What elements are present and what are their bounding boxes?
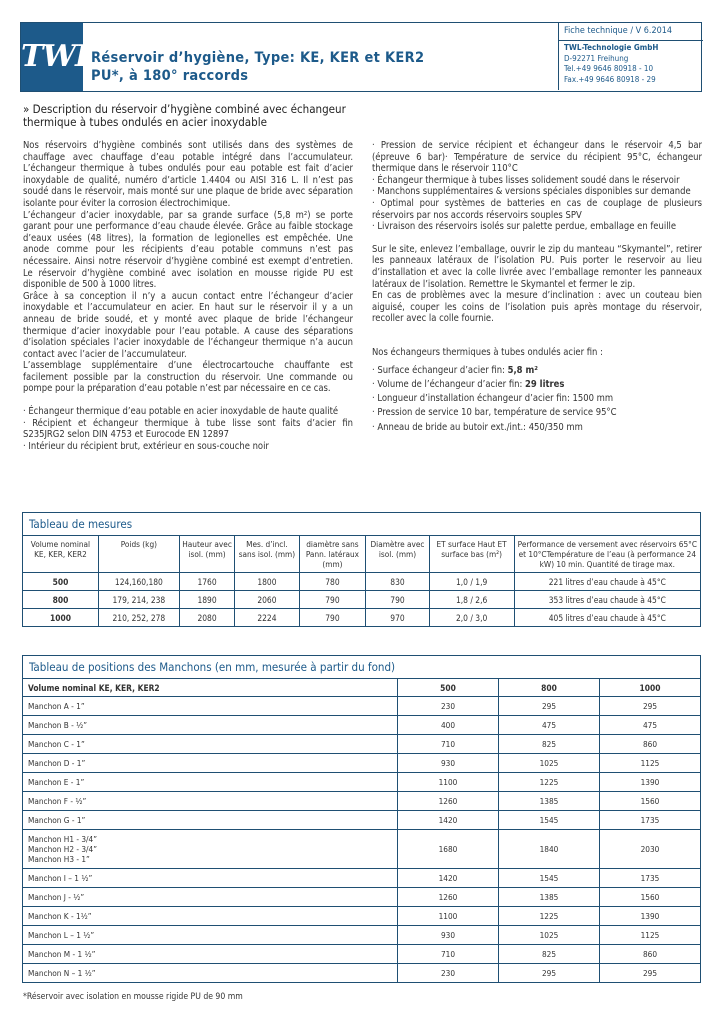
feature-bullet: · Optimal pour systèmes de batteries en cas de couplage de plusieurs réservoirs par nos accords réservoirs souples SPV xyxy=(372,197,702,221)
table-cell: 1545 xyxy=(499,869,600,888)
table-cell: 295 xyxy=(499,697,600,716)
column-header: Performance de versement avec réservoirs 65°C et 10°CTempérature de l’eau (à performance 24 kW) 10 min. Quantité de tirage max. xyxy=(514,536,700,573)
table-row xyxy=(23,716,701,735)
table-cell: Manchon B - ½” xyxy=(23,716,398,735)
column-header: Hauteur avec isol. (mm) xyxy=(179,536,234,573)
table-cell: 295 xyxy=(600,697,701,716)
table-cell: 405 litres d’eau chaude à 45°C xyxy=(548,612,666,623)
exchanger-spec xyxy=(372,406,702,420)
table-cell: 1840 xyxy=(499,830,600,869)
table-cell: 1100 xyxy=(398,907,499,926)
table-cell: 1680 xyxy=(398,830,499,869)
table-row xyxy=(23,735,701,754)
feature-bullet: · Manchons supplémentaires & versions spéciales disponibles sur demande xyxy=(372,186,691,198)
fax: Fax.+49 9646 80918 - 29 xyxy=(564,74,656,84)
table-cell: 800 xyxy=(23,591,99,609)
table-cell: 1260 xyxy=(398,792,499,811)
spec-label: · Surface échangeur d’acier fin: xyxy=(372,364,508,376)
table-cell: 230 xyxy=(398,964,499,983)
table-cell: 2030 xyxy=(600,830,701,869)
table-cell: 1420 xyxy=(398,869,499,888)
column-header: Mes. d’incl. sans isol. (mm) xyxy=(235,536,299,573)
spec-label: · Longueur d’installation échangeur d’acier fin: 1500 mm xyxy=(372,393,614,405)
table-cell: 710 xyxy=(398,945,499,964)
page-title xyxy=(91,49,424,85)
section-title: » Description du réservoir d’hygiène combiné avec échangeur thermique à tubes ondulés en acier inoxydable xyxy=(23,102,346,129)
spacer xyxy=(372,233,702,244)
fiche-version: Fiche technique / V 6.2014 xyxy=(559,22,703,41)
table-cell: 1735 xyxy=(600,811,701,830)
table-cell: 2,0 / 3,0 xyxy=(429,609,514,627)
right-column xyxy=(372,140,702,435)
table-cell: 179, 214, 238 xyxy=(98,591,179,609)
table-cell: Manchon F - ½” xyxy=(23,792,398,811)
spec-value: 5,8 m² xyxy=(507,364,538,376)
spacer xyxy=(23,395,353,406)
table-cell: 1390 xyxy=(600,907,701,926)
installation-paragraph: En cas de problèmes avec la mesure d’inclination : avec un couteau bien aiguisé, couper les coins de l’isolation puis après montage du réservoir, recoller avec la colle fournie. xyxy=(372,290,702,325)
table-cell: 475 xyxy=(499,716,600,735)
table-cell: 1000 xyxy=(23,609,99,627)
feature-bullet: · Échangeur thermique d’eau potable en acier inoxydable de haute qualité xyxy=(23,406,339,418)
table-cell: 1560 xyxy=(600,888,701,907)
table-cell: 1545 xyxy=(499,811,600,830)
column-header: Volume nominal KE, KER, KER2 xyxy=(23,679,398,697)
column-header: 500 xyxy=(398,679,499,697)
table-row xyxy=(23,888,701,907)
table-cell: 400 xyxy=(398,716,499,735)
left-column xyxy=(23,140,353,452)
table-cell: 790 xyxy=(299,609,366,627)
title-line-1: Réservoir d’hygiène, Type: KE, KER et KER2 xyxy=(91,50,425,66)
positions-table xyxy=(22,655,701,983)
footnote: *Réservoir avec isolation en mousse rigide PU de 90 mm xyxy=(23,992,243,1002)
table-caption: Tableau de positions des Manchons (en mm, mesurée à partir du fond) xyxy=(23,656,701,679)
phone: Tel.+49 9646 80918 - 10 xyxy=(564,64,654,73)
table-cell: Manchon E - 1” xyxy=(23,773,398,792)
table-cell: 1890 xyxy=(179,591,234,609)
table-row xyxy=(23,773,701,792)
feature-bullet: · Récipient et échangeur thermique à tube lisse sont faits d’acier fin S235JRG2 selon DIN 4753 et Eurocode EN 12897 xyxy=(23,417,353,441)
column-header: 800 xyxy=(499,679,600,697)
description-paragraph: L’assemblage supplémentaire d’une électrocartouche chauffante est facilement possible par la construction du réservoir. Une commande ou pompe pour la préparation d’eau potable n’est par nécessaire en ce cas. xyxy=(23,360,353,395)
table-cell: 1390 xyxy=(600,773,701,792)
installation-paragraph: Sur le site, enlevez l’emballage, ouvrir le zip du manteau “Skymantel”, retirer les panneaux latéraux de l’isolation PU. Puis porter le reservoir au lieu d’installation et avec la colle livrée avec l’emballage remonter les panneaux latéraux de l’isolation. Remettre le Skymantel et fermer le zip. xyxy=(372,243,702,290)
table-cell: 124,160,180 xyxy=(98,573,179,591)
exchanger-spec xyxy=(372,421,702,435)
table-cell: Manchon I – 1 ½” xyxy=(23,869,398,888)
table-cell: 353 litres d’eau chaude à 45°C xyxy=(514,591,700,609)
description-paragraph: Nos réservoirs d’hygiène combinés sont utilisés dans des systèmes de chauffage avec chauffage d’eau potable intégré dans l’accumulateur. L’échangeur thermique à tubes ondulés pour eau potable est fait d’acier inoxydable de qualité, numéro d’article 1.4404 ou AISI 316 L. Il n’est pas soudé dans le réservoir, mais monté sur une plaque de bride avec séparation isolante pour éviter la corrosion électrochimique. xyxy=(23,140,353,209)
table-cell: 1760 xyxy=(179,573,234,591)
table-cell: Manchon C - 1” xyxy=(23,735,398,754)
table-cell: 2224 xyxy=(235,609,299,627)
column-header: ET surface Haut ET surface bas (m²) xyxy=(429,536,514,573)
table-cell: 1735 xyxy=(600,869,701,888)
document-header xyxy=(20,22,702,92)
table-row xyxy=(23,869,701,888)
spacer xyxy=(372,325,702,347)
feature-bullet: · Échangeur thermique à tubes lisses solidement soudé dans le réservoir xyxy=(372,174,680,186)
table-row xyxy=(23,573,701,591)
exchanger-spec xyxy=(372,364,702,378)
table-cell: 230 xyxy=(398,697,499,716)
table-cell: 1,8 / 2,6 xyxy=(429,591,514,609)
table-cell: 970 xyxy=(366,609,429,627)
table-row xyxy=(23,830,701,869)
measures-table xyxy=(22,512,701,627)
table-cell: 1420 xyxy=(398,811,499,830)
table-row xyxy=(23,964,701,983)
table-cell: 825 xyxy=(499,945,600,964)
company-name: TWL-Technologie GmbH xyxy=(564,43,659,52)
table-cell: 500 xyxy=(23,573,99,591)
column-header: 1000 xyxy=(600,679,701,697)
table-cell: 2060 xyxy=(235,591,299,609)
table-caption-row xyxy=(23,513,701,536)
exchanger-spec xyxy=(372,378,702,392)
table-row xyxy=(23,792,701,811)
column-header: diamètre sans Pann. latéraux (mm) xyxy=(299,536,366,573)
spec-label: · Volume de l’échangeur d’acier fin: xyxy=(372,378,526,390)
table-cell: 1125 xyxy=(600,926,701,945)
table-cell: Manchon H1 - 3/4” Manchon H2 - 3/4” Manchon H3 - 1” xyxy=(23,830,398,869)
table-cell: 1385 xyxy=(499,888,600,907)
column-header: Diamètre avec isol. (mm) xyxy=(366,536,429,573)
feature-bullet: · Intérieur du récipient brut, extérieur en sous-couche noir xyxy=(23,440,269,452)
column-header: Poids (kg) xyxy=(98,536,179,573)
table-cell: 2080 xyxy=(179,609,234,627)
table-cell: 930 xyxy=(398,754,499,773)
table-cell: Manchon L – 1 ½” xyxy=(23,926,398,945)
table-cell: 295 xyxy=(642,968,658,978)
table-cell: 210, 252, 278 xyxy=(98,609,179,627)
exchanger-spec xyxy=(372,392,702,406)
info-box xyxy=(558,22,703,90)
table-row xyxy=(23,609,701,627)
address-line: D-92271 Freihung xyxy=(564,53,629,63)
table-cell: 830 xyxy=(366,573,429,591)
spec-value: 29 litres xyxy=(525,378,565,390)
table-cell: Manchon A - 1” xyxy=(23,697,398,716)
table-row xyxy=(23,754,701,773)
table-row xyxy=(23,591,701,609)
table-cell: 710 xyxy=(398,735,499,754)
table-cell: Manchon N – 1 ½” xyxy=(23,964,398,983)
table-cell: Manchon M - 1 ½” xyxy=(23,945,398,964)
table-row xyxy=(23,907,701,926)
table-header-row xyxy=(23,679,701,697)
table-row xyxy=(23,697,701,716)
spec-label: · Anneau de bride au butoir ext./int.: 450/350 mm xyxy=(372,421,583,433)
table-cell: 860 xyxy=(600,735,701,754)
table-cell: 1125 xyxy=(600,754,701,773)
table-row xyxy=(23,945,701,964)
table-row xyxy=(23,811,701,830)
table-cell: 780 xyxy=(299,573,366,591)
table-cell: 790 xyxy=(366,591,429,609)
table-cell: 1025 xyxy=(499,754,600,773)
table-cell: 1800 xyxy=(235,573,299,591)
table-cell: Manchon D - 1” xyxy=(23,754,398,773)
table-cell: 790 xyxy=(299,591,366,609)
company-address xyxy=(559,41,703,87)
table-cell: Manchon K - 1½” xyxy=(23,907,398,926)
table-cell: Manchon J - ½” xyxy=(23,888,398,907)
company-logo: TWL xyxy=(21,23,83,91)
table-header-row xyxy=(23,536,701,573)
table-cell: 825 xyxy=(499,735,600,754)
table-cell: 1260 xyxy=(398,888,499,907)
column-header: Volume nominal KE, KER, KER2 xyxy=(23,536,99,573)
table-cell: 1560 xyxy=(600,792,701,811)
spec-label: · Pression de service 10 bar, température de service 95°C xyxy=(372,407,617,419)
description-paragraph: Grâce à sa conception il n’y a aucun contact entre l’échangeur d’acier inoxydable et l’accumulateur en acier. En haut sur le réservoir il y a un anneau de bride soudé, et y monté avec plaque de bride l’échangeur thermique d’acier inoxydable pour l’eau potable. A cause des séparations d’isolation spéciales l’acier inoxydable de l’échangeur thermique n’a aucun contact avec l’acier de l’accumulateur. xyxy=(23,290,353,360)
feature-bullet: · Livraison des réservoirs isolés sur palette perdue, emballage en feuille xyxy=(372,221,677,233)
table-row xyxy=(23,926,701,945)
table-cell: 860 xyxy=(600,945,701,964)
table-cell: Manchon G - 1” xyxy=(23,811,398,830)
table-cell: 1225 xyxy=(499,907,600,926)
description-paragraph: L’échangeur d’acier inoxydable, par sa grande surface (5,8 m²) se porte garant pour une performance d’eau chaude élevée. Grâce au faible stockage d’eaux usées (48 litres), la formation de legionelles est empêchée. Une anode comme pour les récipients d’eau potable communs n’est pas nécessaire. Ainsi notre réservoir d’hygiène combiné est exempt d’entretien. Le réservoir d’hygiène combiné avec isolation en mousse rigide PU est disponible de 500 à 1000 litres. xyxy=(23,209,353,291)
feature-bullet: · Pression de service récipient et échangeur dans le réservoir 4,5 bar (épreuve 6 bar)· Température de service du récipient 95°C, échangeur thermique dans le réservoir 110°C xyxy=(372,140,702,175)
table-cell: 475 xyxy=(600,716,701,735)
table-cell: 221 litres d’eau chaude à 45°C xyxy=(514,573,700,591)
table-cell: 1100 xyxy=(398,773,499,792)
table-cell: 1,0 / 1,9 xyxy=(429,573,514,591)
table-cell: 930 xyxy=(398,926,499,945)
table-cell: 1385 xyxy=(499,792,600,811)
table-cell: 1225 xyxy=(499,773,600,792)
table-cell: 1025 xyxy=(499,926,600,945)
exchanger-title: Nos échangeurs thermiques à tubes ondulés acier fin : xyxy=(372,346,603,358)
table-caption-row xyxy=(23,656,701,679)
table-caption: Tableau de mesures xyxy=(23,513,701,536)
title-line-2: PU*, à 180° raccords xyxy=(91,68,249,84)
table-cell: 295 xyxy=(499,964,600,983)
